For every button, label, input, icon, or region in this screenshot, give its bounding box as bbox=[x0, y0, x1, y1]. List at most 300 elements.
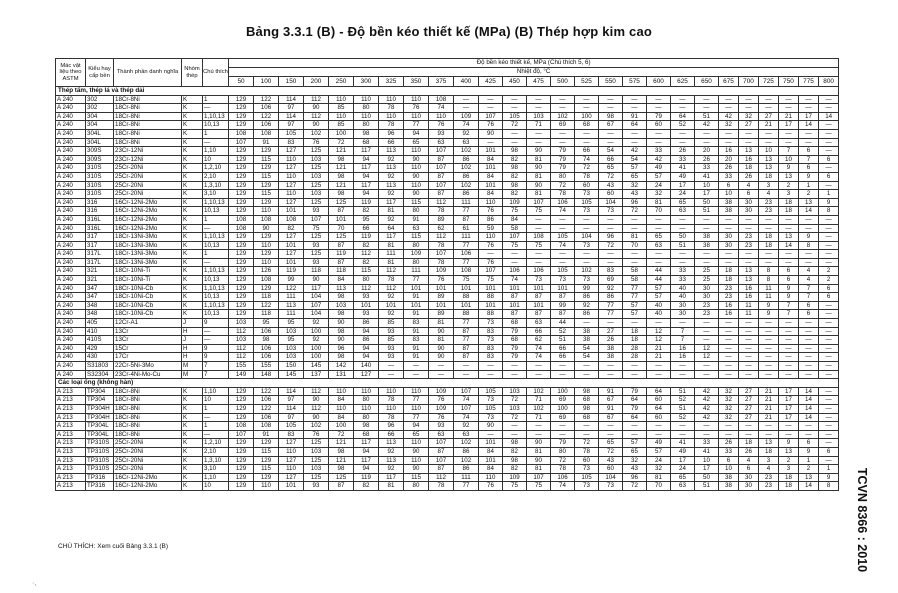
stress-value-cell: 33 bbox=[671, 267, 695, 276]
stress-value-cell: 129 bbox=[254, 164, 279, 173]
stress-value-cell: 80 bbox=[404, 207, 429, 216]
stress-value-cell: 73 bbox=[479, 319, 503, 328]
stress-value-cell: 57 bbox=[623, 439, 647, 448]
note-cell: 1,10,13 bbox=[203, 301, 229, 310]
stress-value-cell: 102 bbox=[575, 267, 599, 276]
stress-value-cell: 18 bbox=[719, 267, 739, 276]
stress-value-cell: 125 bbox=[304, 250, 329, 259]
stress-value-cell: 103 bbox=[279, 353, 304, 362]
stress-value-cell: 129 bbox=[254, 198, 279, 207]
stress-value-cell: — bbox=[647, 250, 671, 259]
stress-value-cell: 127 bbox=[279, 456, 304, 465]
stress-value-cell: 86 bbox=[354, 336, 379, 345]
stress-value-cell: 129 bbox=[229, 310, 254, 319]
page-title: Bảng 3.3.1 (B) - Độ bền kéo thiết kế (MPa) (B) Thép hợp kim cao bbox=[245, 24, 653, 39]
stress-value-cell: 82 bbox=[503, 465, 527, 474]
stress-value-cell: 81 bbox=[647, 473, 671, 482]
table-row bbox=[56, 456, 839, 465]
stress-value-cell: 96 bbox=[623, 198, 647, 207]
stress-value-cell: — bbox=[759, 370, 779, 379]
stress-value-cell: 7 bbox=[799, 284, 819, 293]
temp-header-cell: 400 bbox=[454, 77, 479, 87]
stress-value-cell: 51 bbox=[551, 336, 575, 345]
stress-value-cell: — bbox=[671, 224, 695, 233]
stress-value-cell: 100 bbox=[551, 387, 575, 396]
grade-cell: A 240 bbox=[56, 112, 86, 121]
stress-value-cell: — bbox=[739, 95, 759, 104]
stress-value-cell: 110 bbox=[404, 164, 429, 173]
stress-value-cell: 129 bbox=[229, 473, 254, 482]
stress-value-cell: — bbox=[527, 362, 551, 371]
stress-value-cell: 110 bbox=[354, 387, 379, 396]
stress-value-cell: — bbox=[719, 327, 739, 336]
stress-value-cell: — bbox=[647, 430, 671, 439]
type-cell: 310S bbox=[86, 172, 114, 181]
stress-value-cell: 13 bbox=[739, 147, 759, 156]
stress-value-cell: 65 bbox=[671, 198, 695, 207]
stress-value-cell: 106 bbox=[527, 267, 551, 276]
stress-value-cell: 117 bbox=[354, 181, 379, 190]
stress-value-cell: 63 bbox=[404, 224, 429, 233]
stress-value-cell: 89 bbox=[429, 293, 454, 302]
stress-value-cell: — bbox=[719, 250, 739, 259]
stress-value-cell: 93 bbox=[379, 353, 404, 362]
stress-value-cell: 88 bbox=[479, 293, 503, 302]
stress-value-cell: — bbox=[647, 422, 671, 431]
composition-cell: 16Cr-12Ni-2Mo bbox=[114, 482, 182, 491]
stress-value-cell: 65 bbox=[623, 447, 647, 456]
stress-value-cell: 112 bbox=[354, 250, 379, 259]
stress-value-cell: 74 bbox=[429, 104, 454, 113]
table-row bbox=[56, 301, 839, 310]
stress-value-cell: 93 bbox=[304, 207, 329, 216]
stress-value-cell: 10 bbox=[719, 190, 739, 199]
note-cell: 10,13 bbox=[203, 207, 229, 216]
stress-value-cell: 98 bbox=[329, 190, 354, 199]
stress-value-cell: 102 bbox=[454, 439, 479, 448]
stress-value-cell: 21 bbox=[759, 121, 779, 130]
stress-value-cell: 112 bbox=[379, 267, 404, 276]
stress-value-cell: 40 bbox=[671, 284, 695, 293]
stress-value-cell: 32 bbox=[647, 190, 671, 199]
stress-value-cell: 12 bbox=[695, 353, 719, 362]
table-row bbox=[56, 258, 839, 267]
stress-table bbox=[55, 58, 839, 491]
stress-value-cell: — bbox=[551, 215, 575, 224]
stress-value-cell: — bbox=[819, 301, 839, 310]
group-cell: K bbox=[182, 439, 203, 448]
type-cell: TP304 bbox=[86, 396, 114, 405]
stress-value-cell: 79 bbox=[503, 327, 527, 336]
stress-value-cell: — bbox=[739, 336, 759, 345]
stress-value-cell: — bbox=[599, 250, 623, 259]
composition-cell: 16Cr-12Ni-2Mo bbox=[114, 207, 182, 216]
stress-value-cell: 90 bbox=[404, 190, 429, 199]
section-title: Các loại ống (không hàn) bbox=[56, 379, 839, 388]
temp-header-cell: 600 bbox=[647, 77, 671, 87]
stress-value-cell: 81 bbox=[623, 233, 647, 242]
stress-value-cell: — bbox=[759, 353, 779, 362]
stress-value-cell: 129 bbox=[254, 147, 279, 156]
stress-value-cell: 90 bbox=[404, 155, 429, 164]
stress-value-cell: 125 bbox=[304, 198, 329, 207]
stress-value-cell: 125 bbox=[329, 473, 354, 482]
group-cell: M bbox=[182, 362, 203, 371]
stress-value-cell: 109 bbox=[429, 267, 454, 276]
stress-value-cell: — bbox=[739, 250, 759, 259]
stress-value-cell: — bbox=[527, 95, 551, 104]
stress-value-cell: 17 bbox=[779, 121, 799, 130]
table-row bbox=[56, 430, 839, 439]
stress-value-cell: 65 bbox=[671, 473, 695, 482]
stress-value-cell: 7 bbox=[779, 310, 799, 319]
stress-value-cell: 54 bbox=[575, 353, 599, 362]
stress-value-cell: 10 bbox=[695, 181, 719, 190]
stress-value-cell: 21 bbox=[779, 112, 799, 121]
stress-value-cell: 112 bbox=[229, 344, 254, 353]
stress-value-cell: — bbox=[695, 422, 719, 431]
stress-value-cell: 77 bbox=[454, 319, 479, 328]
stress-value-cell: 7 bbox=[779, 301, 799, 310]
table-row bbox=[56, 138, 839, 147]
stress-value-cell: — bbox=[599, 138, 623, 147]
stress-value-cell: — bbox=[779, 319, 799, 328]
stress-value-cell: 18 bbox=[759, 447, 779, 456]
note-cell: 9 bbox=[203, 353, 229, 362]
stress-value-cell: 106 bbox=[454, 250, 479, 259]
stress-value-cell: — bbox=[503, 95, 527, 104]
stress-value-cell: 10 bbox=[719, 465, 739, 474]
stress-value-cell: 1 bbox=[819, 465, 839, 474]
stress-value-cell: — bbox=[819, 138, 839, 147]
stress-value-cell: — bbox=[719, 370, 739, 379]
stress-value-cell: 119 bbox=[354, 198, 379, 207]
table-row bbox=[56, 164, 839, 173]
stress-value-cell: 77 bbox=[454, 207, 479, 216]
stress-value-cell: 77 bbox=[404, 121, 429, 130]
stress-value-cell: 75 bbox=[527, 482, 551, 491]
stress-value-cell: 13 bbox=[799, 473, 819, 482]
stress-value-cell: 95 bbox=[254, 319, 279, 328]
temp-header-cell: 250 bbox=[329, 77, 354, 87]
stress-value-cell: 129 bbox=[229, 465, 254, 474]
stress-value-cell: 93 bbox=[354, 310, 379, 319]
note-cell: 10,13 bbox=[203, 310, 229, 319]
stress-value-cell: 129 bbox=[229, 155, 254, 164]
stress-value-cell: 101 bbox=[527, 284, 551, 293]
stress-value-cell: 127 bbox=[279, 473, 304, 482]
stress-value-cell: 42 bbox=[719, 112, 739, 121]
stress-value-cell: 129 bbox=[254, 473, 279, 482]
stress-value-cell: 81 bbox=[429, 319, 454, 328]
stress-value-cell: 16 bbox=[739, 284, 759, 293]
stress-value-cell: 110 bbox=[479, 473, 503, 482]
stress-value-cell: — bbox=[719, 215, 739, 224]
stress-value-cell: — bbox=[759, 430, 779, 439]
stress-value-cell: 87 bbox=[329, 207, 354, 216]
note-cell: 1,10 bbox=[203, 147, 229, 156]
stress-value-cell: 14 bbox=[799, 404, 819, 413]
stress-value-cell: — bbox=[739, 224, 759, 233]
stress-value-cell: 6 bbox=[779, 267, 799, 276]
stress-value-cell: 30 bbox=[719, 233, 739, 242]
stress-value-cell: 30 bbox=[695, 293, 719, 302]
stress-value-cell: 6 bbox=[739, 465, 759, 474]
stress-value-cell: — bbox=[819, 413, 839, 422]
stress-value-cell: 113 bbox=[329, 284, 354, 293]
stress-value-cell: — bbox=[623, 250, 647, 259]
type-cell: 348 bbox=[86, 310, 114, 319]
stress-value-cell: 99 bbox=[551, 301, 575, 310]
stress-value-cell: 81 bbox=[379, 258, 404, 267]
note-cell: 10 bbox=[203, 155, 229, 164]
stress-value-cell: — bbox=[695, 95, 719, 104]
stress-value-cell: — bbox=[779, 215, 799, 224]
stress-value-cell: 118 bbox=[329, 267, 354, 276]
stress-value-cell: 64 bbox=[379, 224, 404, 233]
group-cell: J bbox=[182, 336, 203, 345]
stress-value-cell: 83 bbox=[599, 267, 623, 276]
stress-value-cell: 65 bbox=[599, 439, 623, 448]
stress-value-cell: 75 bbox=[503, 482, 527, 491]
stress-value-cell: 21 bbox=[759, 404, 779, 413]
stress-value-cell: 41 bbox=[671, 439, 695, 448]
table-row bbox=[56, 353, 839, 362]
stress-value-cell: 77 bbox=[599, 310, 623, 319]
stress-value-cell: 115 bbox=[254, 155, 279, 164]
stress-value-cell: — bbox=[719, 353, 739, 362]
grade-cell: A 213 bbox=[56, 404, 86, 413]
stress-value-cell: — bbox=[623, 95, 647, 104]
stress-value-cell: 129 bbox=[254, 439, 279, 448]
composition-cell: 25Cr-20Ni bbox=[114, 465, 182, 474]
stress-value-cell: 119 bbox=[354, 473, 379, 482]
table-row bbox=[56, 224, 839, 233]
col-header-group: Nhóm thép bbox=[182, 59, 203, 87]
stress-value-cell: 54 bbox=[575, 344, 599, 353]
stress-value-cell: — bbox=[599, 215, 623, 224]
stress-value-cell: — bbox=[739, 362, 759, 371]
type-cell: TP310S bbox=[86, 456, 114, 465]
stress-value-cell: — bbox=[819, 327, 839, 336]
group-cell: K bbox=[182, 104, 203, 113]
stress-value-cell: 73 bbox=[575, 207, 599, 216]
stress-value-cell: 82 bbox=[503, 172, 527, 181]
stress-value-cell: 58 bbox=[503, 224, 527, 233]
stress-value-cell: 90 bbox=[527, 164, 551, 173]
type-cell: 347 bbox=[86, 293, 114, 302]
stress-value-cell: 6 bbox=[719, 181, 739, 190]
stress-value-cell: 9 bbox=[799, 447, 819, 456]
stress-value-cell: 14 bbox=[799, 121, 819, 130]
stress-value-cell: — bbox=[759, 344, 779, 353]
table-row bbox=[56, 473, 839, 482]
stress-value-cell: 9 bbox=[819, 198, 839, 207]
stress-value-cell: 68 bbox=[503, 336, 527, 345]
stress-value-cell: — bbox=[623, 138, 647, 147]
stress-value-cell: 76 bbox=[429, 413, 454, 422]
stress-value-cell: 111 bbox=[404, 267, 429, 276]
stress-value-cell: — bbox=[575, 422, 599, 431]
stress-value-cell: 73 bbox=[575, 276, 599, 285]
stress-value-cell: 105 bbox=[279, 129, 304, 138]
stress-value-cell: 57 bbox=[647, 293, 671, 302]
stress-value-cell: 18 bbox=[779, 473, 799, 482]
stress-value-cell: 13 bbox=[779, 233, 799, 242]
stress-value-cell: 107 bbox=[429, 439, 454, 448]
stress-value-cell: — bbox=[819, 181, 839, 190]
stress-value-cell: 110 bbox=[404, 112, 429, 121]
stress-value-cell: 129 bbox=[254, 181, 279, 190]
stress-value-cell: 65 bbox=[404, 138, 429, 147]
stress-value-cell: 23 bbox=[719, 293, 739, 302]
stress-value-cell: 23 bbox=[719, 284, 739, 293]
stress-value-cell: 23 bbox=[759, 482, 779, 491]
stress-value-cell: 108 bbox=[229, 422, 254, 431]
stress-table-body bbox=[56, 87, 839, 491]
stress-value-cell: 82 bbox=[354, 241, 379, 250]
note-cell: 1,3,10 bbox=[203, 181, 229, 190]
stress-value-cell: 107 bbox=[429, 250, 454, 259]
stress-value-cell: — bbox=[759, 129, 779, 138]
stress-value-cell: — bbox=[404, 362, 429, 371]
stress-value-cell: 11 bbox=[739, 310, 759, 319]
stress-value-cell: — bbox=[575, 430, 599, 439]
stress-value-cell: 75 bbox=[527, 241, 551, 250]
stress-value-cell: 92 bbox=[379, 215, 404, 224]
stress-value-cell: 76 bbox=[479, 258, 503, 267]
stress-value-cell: 101 bbox=[404, 284, 429, 293]
stress-value-cell: 102 bbox=[527, 404, 551, 413]
stress-value-cell: 121 bbox=[329, 439, 354, 448]
table-row bbox=[56, 129, 839, 138]
note-cell: — bbox=[203, 413, 229, 422]
stress-value-cell: 77 bbox=[599, 301, 623, 310]
stress-value-cell: 91 bbox=[254, 138, 279, 147]
stress-value-cell: 30 bbox=[671, 310, 695, 319]
stress-value-cell: — bbox=[671, 370, 695, 379]
stress-value-cell: — bbox=[779, 344, 799, 353]
stress-value-cell: 57 bbox=[623, 164, 647, 173]
stress-value-cell: — bbox=[429, 362, 454, 371]
grade-cell: A 213 bbox=[56, 396, 86, 405]
stress-value-cell: — bbox=[575, 215, 599, 224]
stress-value-cell: 86 bbox=[599, 293, 623, 302]
stress-value-cell: 21 bbox=[759, 396, 779, 405]
stress-value-cell: 90 bbox=[304, 104, 329, 113]
stress-value-cell: — bbox=[739, 104, 759, 113]
note-cell: 10,13 bbox=[203, 121, 229, 130]
stress-value-cell: 77 bbox=[404, 276, 429, 285]
stress-value-cell: 67 bbox=[599, 396, 623, 405]
stress-value-cell: 73 bbox=[575, 465, 599, 474]
stress-value-cell: — bbox=[379, 370, 404, 379]
stress-value-cell: 107 bbox=[429, 181, 454, 190]
stress-value-cell: 32 bbox=[719, 396, 739, 405]
stress-value-cell: 72 bbox=[575, 439, 599, 448]
note-cell: 9 bbox=[203, 344, 229, 353]
composition-cell: 16Cr-12Ni-2Mo bbox=[114, 224, 182, 233]
stress-value-cell: 27 bbox=[739, 404, 759, 413]
stress-value-cell: 57 bbox=[647, 447, 671, 456]
stress-value-cell: 101 bbox=[503, 301, 527, 310]
table-row bbox=[56, 293, 839, 302]
grade-cell: A 213 bbox=[56, 430, 86, 439]
group-cell: K bbox=[182, 207, 203, 216]
stress-value-cell: 9 bbox=[799, 172, 819, 181]
stress-value-cell: — bbox=[739, 344, 759, 353]
stress-value-cell: — bbox=[503, 250, 527, 259]
type-cell: 302 bbox=[86, 95, 114, 104]
stress-value-cell: 114 bbox=[279, 404, 304, 413]
grade-cell: A 240 bbox=[56, 164, 86, 173]
stress-value-cell: 105 bbox=[479, 404, 503, 413]
stress-value-cell: 18 bbox=[759, 241, 779, 250]
stress-value-cell: — bbox=[551, 224, 575, 233]
stress-value-cell: 63 bbox=[671, 207, 695, 216]
group-cell: K bbox=[182, 422, 203, 431]
stress-value-cell: — bbox=[819, 422, 839, 431]
stress-value-cell: 79 bbox=[623, 404, 647, 413]
stress-value-cell: 7 bbox=[799, 155, 819, 164]
stress-value-cell: 80 bbox=[404, 241, 429, 250]
stress-value-cell: 38 bbox=[719, 207, 739, 216]
stress-value-cell: 129 bbox=[229, 276, 254, 285]
stress-value-cell: 26 bbox=[719, 439, 739, 448]
stress-value-cell: — bbox=[819, 104, 839, 113]
stress-value-cell: — bbox=[695, 215, 719, 224]
stress-value-cell: — bbox=[671, 129, 695, 138]
stress-value-cell: 129 bbox=[229, 267, 254, 276]
stress-value-cell: 41 bbox=[695, 447, 719, 456]
stress-value-cell: 74 bbox=[454, 121, 479, 130]
stress-value-cell: 82 bbox=[503, 447, 527, 456]
stress-value-cell: — bbox=[695, 224, 719, 233]
composition-cell: 18Cr-13Ni-3Mo bbox=[114, 233, 182, 242]
stress-value-cell: — bbox=[575, 129, 599, 138]
grade-cell: A 213 bbox=[56, 413, 86, 422]
grade-cell: A 213 bbox=[56, 422, 86, 431]
stress-value-cell: 101 bbox=[479, 147, 503, 156]
stress-value-cell: 62 bbox=[429, 224, 454, 233]
stress-value-cell: 125 bbox=[304, 147, 329, 156]
stress-value-cell: — bbox=[739, 422, 759, 431]
stress-value-cell: — bbox=[799, 362, 819, 371]
table-row bbox=[56, 112, 839, 121]
stress-value-cell: 98 bbox=[575, 387, 599, 396]
type-cell: 429 bbox=[86, 344, 114, 353]
temp-header-cell: 625 bbox=[671, 77, 695, 87]
stress-value-cell: 122 bbox=[254, 95, 279, 104]
stress-value-cell: 30 bbox=[719, 241, 739, 250]
stress-value-cell: 140 bbox=[354, 362, 379, 371]
stress-value-cell: 79 bbox=[551, 164, 575, 173]
stress-value-cell: 142 bbox=[329, 362, 354, 371]
stress-value-cell: 28 bbox=[623, 344, 647, 353]
stress-value-cell: 92 bbox=[379, 310, 404, 319]
stress-value-cell: 90 bbox=[429, 353, 454, 362]
group-cell: K bbox=[182, 267, 203, 276]
group-cell: K bbox=[182, 250, 203, 259]
stress-value-cell: 87 bbox=[503, 310, 527, 319]
stress-value-cell: 77 bbox=[454, 258, 479, 267]
stress-value-cell: 129 bbox=[229, 301, 254, 310]
stress-value-cell: 110 bbox=[379, 112, 404, 121]
stress-value-cell: 100 bbox=[575, 112, 599, 121]
stress-value-cell: 17 bbox=[779, 387, 799, 396]
stress-value-cell: 76 bbox=[304, 138, 329, 147]
stress-value-cell: 127 bbox=[279, 198, 304, 207]
